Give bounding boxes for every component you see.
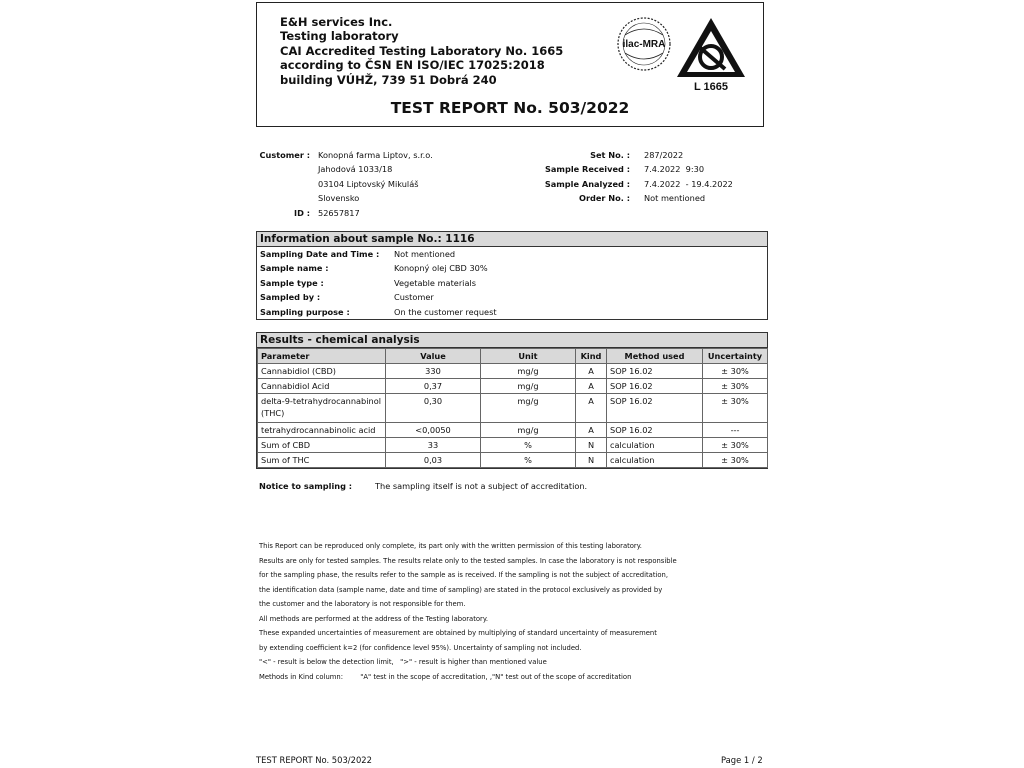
table-row (258, 423, 768, 438)
sample-info-value: On the customer request (394, 306, 497, 317)
cell-uncertainty: ± 30% (703, 379, 768, 394)
lab-info (280, 15, 563, 87)
cell-value: 330 (386, 364, 481, 379)
sample-info-row (257, 247, 767, 261)
col-header-method: Method used (607, 349, 703, 364)
disclaimer-line: All methods are performed at the address of the Testing laboratory. (259, 614, 489, 623)
customer-label: Customer : (259, 150, 310, 160)
set-no-label: Set No. : (590, 150, 630, 160)
cell-parameter: Cannabidiol (CBD) (258, 364, 386, 379)
lab-name: E&H services Inc. (280, 15, 393, 29)
sample-info-label: Sample name : (260, 263, 329, 274)
sample-info-value: Customer (394, 292, 434, 303)
cell-kind: A (576, 379, 607, 394)
report-title: TEST REPORT No. 503/2022 (390, 99, 630, 117)
cell-method: SOP 16.02 (607, 423, 703, 438)
customer-line: 03104 Liptovský Mikuláš (318, 179, 419, 189)
ilac-mra-logo (615, 15, 673, 73)
id-value: 52657817 (318, 208, 360, 218)
results-header-row (258, 349, 768, 364)
sample-info-title: Information about sample No.: 1116 (257, 232, 767, 247)
sample-info-label: Sampling Date and Time : (260, 249, 380, 259)
cell-unit: mg/g (481, 364, 576, 379)
cell-method: SOP 16.02 (607, 394, 703, 423)
disclaimer-line: by extending coefficient k=2 (for confidence level 95%). Uncertainty of sampling not included. (259, 643, 582, 652)
sample-info-label: Sampled by : (260, 292, 321, 303)
order-no-value: Not mentioned (644, 193, 706, 203)
sample-received-value: 7.4.2022 9:30 (644, 164, 705, 174)
cell-value: 0,30 (386, 394, 481, 423)
lab-standard: according to ČSN EN ISO/IEC 17025:2018 (280, 58, 545, 73)
sample-info-row (257, 305, 767, 319)
cell-unit: mg/g (481, 394, 576, 423)
disclaimer-line: These expanded uncertainties of measurement are obtained by multiplying of standard uncertainty of measurement (259, 629, 657, 637)
results-table (257, 348, 768, 468)
customer-line: Konopná farma Liptov, s.r.o. (318, 150, 433, 160)
lab-address: building VÚHŽ, 739 51 Dobrá 240 (280, 72, 497, 87)
disclaimer-line: the identification data (sample name, date and time of sampling) are stated in the protocol exclusively as provided by (259, 585, 663, 594)
disclaimer-line: the customer and the laboratory is not responsible for them. (259, 600, 466, 608)
id-label: ID : (294, 208, 310, 218)
notice-label: Notice to sampling : (259, 481, 353, 491)
col-header-unit: Unit (481, 349, 576, 364)
disclaimers (259, 539, 677, 684)
cell-value: 33 (386, 438, 481, 453)
cell-unit: mg/g (481, 379, 576, 394)
cell-method: SOP 16.02 (607, 379, 703, 394)
sample-analyzed-label: Sample Analyzed : (544, 179, 630, 189)
customer-line: Slovensko (318, 193, 360, 203)
table-row (258, 438, 768, 453)
notice-text: The sampling itself is not a subject of accreditation. (375, 481, 588, 491)
cell-parameter: tetrahydrocannabinolic acid (258, 423, 386, 438)
disclaimer-line: "<" - result is below the detection limit, ">" - result is higher than mentioned value (259, 658, 547, 666)
cell-parameter: Cannabidiol Acid (258, 379, 386, 394)
sample-info-section (256, 231, 768, 320)
sample-info-label: Sample type : (260, 277, 324, 288)
disclaimer-line: Methods in Kind column: "A" test in the scope of accreditation, ,"N" test out of the scope of accreditation (259, 672, 632, 681)
cell-parameter: Sum of CBD (258, 438, 386, 453)
sample-info-row (257, 290, 767, 304)
cell-method: SOP 16.02 (607, 364, 703, 379)
cell-unit: mg/g (481, 423, 576, 438)
sample-received-label: Sample Received : (545, 164, 630, 174)
cell-kind: N (576, 438, 607, 453)
table-row (258, 379, 768, 394)
cell-uncertainty: ± 30% (703, 438, 768, 453)
cell-unit: % (481, 453, 576, 468)
footer-page-number: Page 1 / 2 (721, 755, 763, 765)
cell-uncertainty: ± 30% (703, 453, 768, 468)
results-title: Results - chemical analysis (257, 333, 767, 348)
cai-logo (673, 15, 749, 91)
cell-kind: N (576, 453, 607, 468)
disclaimer-line: Results are only for tested samples. The results relate only to the tested samples. In case the laboratory is not responsible (259, 556, 677, 565)
ilac-logo-text: ilac-MRA (622, 39, 666, 50)
report-header (256, 2, 764, 127)
sample-info-value: Not mentioned (394, 249, 456, 259)
cell-uncertainty: ± 30% (703, 394, 768, 423)
col-header-value: Value (386, 349, 481, 364)
customer-line: Jahodová 1033/18 (318, 164, 393, 174)
disclaimer-line: This Report can be reproduced only complete, its part only with the written permission of this testing laboratory. (259, 542, 642, 550)
cell-kind: A (576, 394, 607, 423)
cell-method: calculation (607, 438, 703, 453)
lab-accreditation: CAI Accredited Testing Laboratory No. 1665 (280, 43, 564, 58)
cell-value: <0,0050 (386, 423, 481, 438)
cell-uncertainty: --- (703, 423, 768, 438)
cell-kind: A (576, 364, 607, 379)
cell-value: 0,03 (386, 453, 481, 468)
cell-parameter: delta-9-tetrahydrocannabinol (THC) (258, 394, 386, 423)
cell-value: 0,37 (386, 379, 481, 394)
sample-info-row (257, 261, 767, 275)
cai-logo-text: L 1665 (693, 81, 729, 91)
cell-method: calculation (607, 453, 703, 468)
sample-info-value: Vegetable materials (394, 277, 477, 288)
cell-unit: % (481, 438, 576, 453)
col-header-uncertainty: Uncertainty (703, 349, 768, 364)
sample-info-value: Konopný olej CBD 30% (394, 263, 488, 274)
cell-uncertainty: ± 30% (703, 364, 768, 379)
set-no-value: 287/2022 (644, 150, 684, 160)
order-no-label: Order No. : (578, 193, 630, 203)
sample-info-row (257, 276, 767, 290)
table-row (258, 394, 768, 423)
disclaimer-line: for the sampling phase, the results refer to the sample as is received. If the sampling is not the subject of accreditation, (259, 571, 669, 579)
table-row (258, 453, 768, 468)
cell-parameter: Sum of THC (258, 453, 386, 468)
sample-info-label: Sampling purpose : (260, 306, 350, 317)
col-header-kind: Kind (576, 349, 607, 364)
sample-analyzed-value: 7.4.2022 - 19.4.2022 (644, 179, 733, 189)
table-row (258, 364, 768, 379)
cell-kind: A (576, 423, 607, 438)
results-section (256, 332, 768, 469)
lab-type: Testing laboratory (280, 29, 399, 44)
col-header-parameter: Parameter (258, 349, 386, 364)
footer-report-number: TEST REPORT No. 503/2022 (256, 755, 372, 765)
